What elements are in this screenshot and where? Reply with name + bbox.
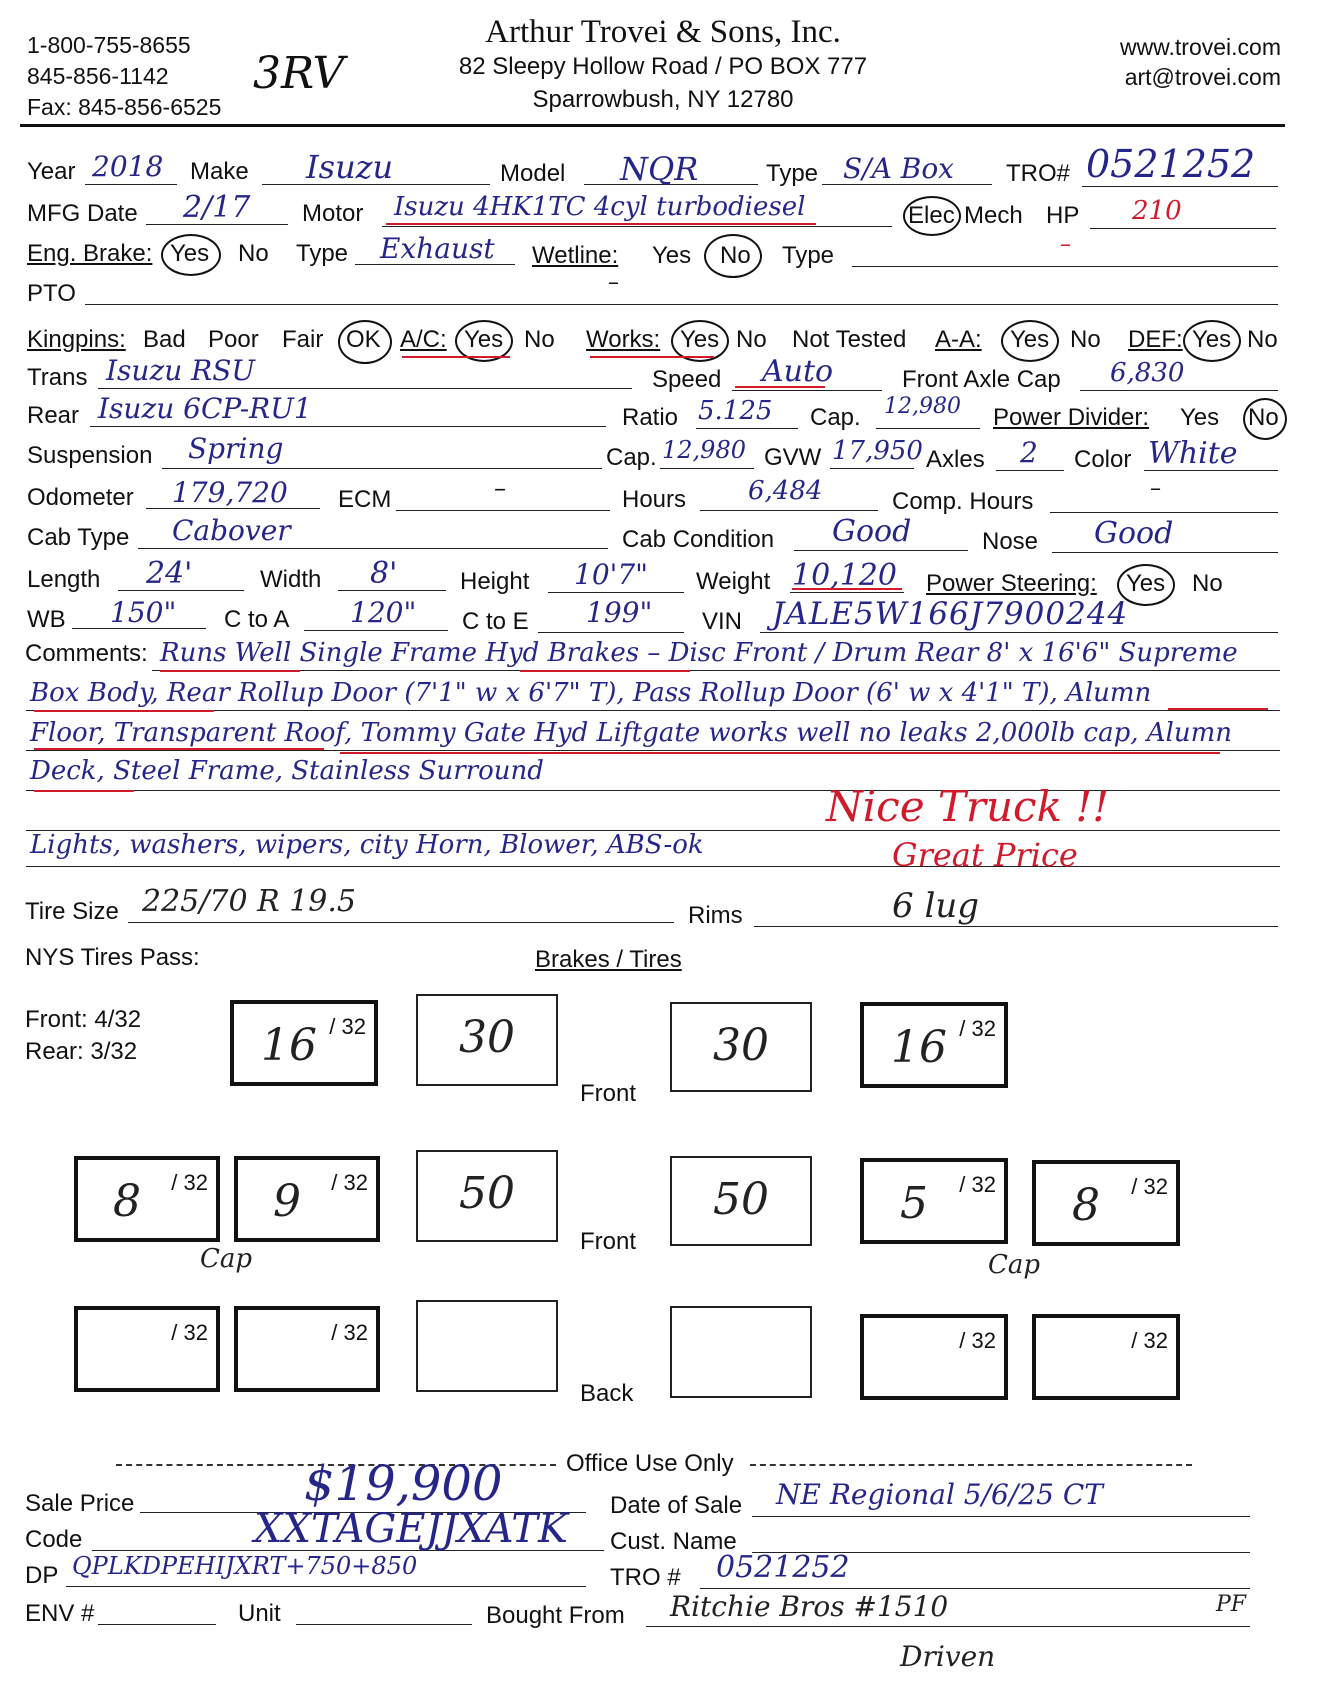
- mfg-date-label: MFG Date: [27, 200, 138, 227]
- comment-line-1: Runs Well Single Frame Hyd Brakes – Disc Front / Drum Rear 8' x 16'6" Supreme: [160, 638, 1238, 668]
- year-label: Year: [27, 158, 76, 185]
- suspension-cap-line: [660, 468, 754, 469]
- works-not-tested[interactable]: Not Tested: [792, 326, 907, 353]
- env-label: ENV #: [25, 1600, 95, 1627]
- front-axle-cap-label: Front Axle Cap: [902, 366, 1061, 393]
- comment-underline-runs-well: [160, 670, 300, 672]
- brake-box-rear-left[interactable]: [416, 1300, 558, 1392]
- tro-number-label: TRO #: [610, 1564, 681, 1591]
- phone-2: 845-856-1142: [27, 63, 169, 89]
- cab-condition-value: Good: [832, 514, 912, 549]
- tire-box-drive-right-inner[interactable]: / 32 5: [860, 1158, 1008, 1244]
- wb-label: WB: [27, 606, 66, 633]
- tire-size-line: [128, 922, 674, 923]
- ratio-line: [696, 428, 798, 429]
- cap-note-left: Cap: [200, 1244, 253, 1274]
- cab-type-value: Cabover: [172, 514, 291, 547]
- power-steering-no[interactable]: No: [1192, 570, 1223, 597]
- unit-label: Unit: [238, 1600, 281, 1627]
- wetline-type-label: Type: [782, 242, 835, 269]
- gvw-value: 17,950: [832, 436, 923, 466]
- c-to-a-value: 120": [350, 596, 417, 629]
- company-name: Arthur Trovei & Sons, Inc.: [485, 14, 841, 50]
- motor-red-underline: [386, 223, 816, 225]
- ecm-label: ECM: [338, 486, 392, 513]
- motor-value: Isuzu 4HK1TC 4cyl turbodiesel: [394, 192, 806, 222]
- fax-number: Fax: 845-856-6525: [27, 94, 222, 120]
- odometer-label: Odometer: [27, 484, 134, 511]
- brake-box-drive-left[interactable]: 50: [416, 1150, 558, 1242]
- cab-condition-label: Cab Condition: [622, 526, 775, 553]
- email-link[interactable]: art@trovei.com: [1124, 64, 1281, 90]
- comp-hours-line: [1050, 512, 1278, 513]
- rims-value: 6 lug: [892, 886, 979, 926]
- date-of-sale-value: NE Regional 5/6/25 CT: [776, 1478, 1103, 1511]
- bought-from-label: Bought From: [486, 1602, 625, 1629]
- rear-cap-label: Cap.: [810, 404, 861, 431]
- comment-line-3: Floor, Transparent Roof, Tommy Gate Hyd Liftgate works well no leaks 2,000lb cap, Alumn: [30, 718, 1233, 748]
- kingpins-ok[interactable]: OK: [346, 326, 381, 353]
- handwritten-note-3rv: 3RV: [253, 48, 345, 99]
- kingpins-ok-circle: [338, 320, 392, 364]
- tro-value: 0521252: [1086, 142, 1256, 186]
- wb-value: 150": [110, 596, 177, 629]
- axles-label: Axles: [926, 446, 985, 473]
- motor-line: [382, 226, 892, 227]
- works-label: Works:: [586, 326, 661, 353]
- bought-from-value: Ritchie Bros #1510: [670, 1590, 949, 1623]
- ac-no[interactable]: No: [524, 326, 555, 353]
- tro-number-line: [700, 1588, 1250, 1589]
- tire-box-drive-left-inner[interactable]: / 32 9: [234, 1156, 380, 1242]
- tire-box-drive-right-outer[interactable]: / 32 8: [1032, 1160, 1180, 1246]
- website-link[interactable]: www.trovei.com: [1119, 34, 1281, 60]
- weight-label: Weight: [696, 568, 771, 595]
- odometer-value: 179,720: [172, 476, 288, 509]
- cab-type-label: Cab Type: [27, 524, 130, 551]
- nose-value: Good: [1094, 516, 1174, 551]
- vin-line: [760, 632, 1278, 633]
- wetline-no[interactable]: No: [720, 242, 751, 269]
- length-label: Length: [27, 566, 101, 593]
- tire-size-value: 225/70 R 19.5: [142, 884, 356, 919]
- kingpins-bad[interactable]: Bad: [143, 326, 186, 353]
- code-label: Code: [25, 1526, 83, 1553]
- weight-value: 10,120: [792, 558, 897, 593]
- comment-underline-alumn-1: [1168, 708, 1268, 710]
- aa-no[interactable]: No: [1070, 326, 1101, 353]
- trans-label: Trans: [27, 364, 88, 391]
- c-to-e-value: 199": [586, 596, 653, 629]
- kingpins-label: Kingpins:: [27, 326, 126, 353]
- eng-brake-type-value: Exhaust: [380, 232, 495, 265]
- c-to-a-line: [304, 630, 448, 631]
- date-of-sale-line: [752, 1516, 1250, 1517]
- pto-label: PTO: [27, 280, 76, 307]
- axle-label-front-1: Front: [580, 1080, 637, 1107]
- brake-box-front-left[interactable]: 30: [416, 994, 558, 1086]
- front-pass-spec: Front: 4/32: [25, 1006, 142, 1033]
- year-line: [85, 184, 177, 185]
- height-value: 10'7": [574, 558, 649, 591]
- elec-selected-circle: [903, 196, 961, 236]
- ratio-value: 5.125: [698, 396, 773, 426]
- axles-value: 2: [1020, 436, 1038, 469]
- kingpins-poor[interactable]: Poor: [208, 326, 259, 353]
- eng-brake-yes-circle: [161, 234, 221, 276]
- driven-note: Driven: [900, 1640, 996, 1673]
- rear-cap-line: [876, 428, 980, 429]
- gvw-line: [830, 468, 914, 469]
- tire-box-drive-left-outer[interactable]: / 32 8: [74, 1156, 220, 1242]
- height-label: Height: [460, 568, 530, 595]
- type-label: Type: [766, 160, 819, 187]
- cust-name-label: Cust. Name: [610, 1528, 737, 1555]
- power-steering-label: Power Steering:: [926, 570, 1097, 597]
- kingpins-fair[interactable]: Fair: [282, 326, 324, 353]
- aa-yes-circle: [1001, 320, 1059, 362]
- aa-yes[interactable]: Yes: [1010, 326, 1050, 353]
- wetline-label: Wetline:: [532, 242, 619, 269]
- front-axle-cap-value: 6,830: [1110, 358, 1185, 388]
- date-of-sale-label: Date of Sale: [610, 1492, 743, 1519]
- color-value: White: [1148, 436, 1238, 471]
- comments-line-3: [26, 750, 1280, 751]
- axle-label-front-2: Front: [580, 1228, 637, 1255]
- length-value: 24': [146, 556, 193, 591]
- comp-hours-label: Comp. Hours: [892, 488, 1034, 515]
- motor-label: Motor: [302, 200, 364, 227]
- comments-line-6: [26, 866, 1280, 867]
- make-label: Make: [190, 158, 249, 185]
- hours-line: [700, 510, 878, 511]
- c-to-e-label: C to E: [462, 608, 529, 635]
- ac-yes[interactable]: Yes: [464, 326, 504, 353]
- great-price-note: Great Price: [892, 836, 1078, 874]
- comment-underline-hyd-brakes: [520, 670, 690, 672]
- comments-label: Comments:: [25, 640, 148, 667]
- rims-line: [754, 926, 1278, 927]
- brake-box-drive-right[interactable]: 50: [670, 1156, 812, 1246]
- ratio-label: Ratio: [622, 404, 679, 431]
- header-divider: [20, 124, 1285, 127]
- lights-note: Lights, washers, wipers, city Horn, Blower, ABS-ok: [30, 830, 704, 860]
- def-yes-circle: [1183, 320, 1241, 362]
- trans-value: Isuzu RSU: [106, 354, 256, 387]
- tire-box-front-left-outer[interactable]: / 32 16: [230, 1000, 378, 1086]
- dp-line: [66, 1586, 586, 1587]
- trans-line: [98, 388, 632, 389]
- works-no[interactable]: No: [736, 326, 767, 353]
- comment-underline-floor-roof: [34, 748, 324, 750]
- wetline-type-line: [852, 266, 1278, 267]
- hours-label: Hours: [622, 486, 687, 513]
- tire-size-label: Tire Size: [25, 898, 119, 925]
- ecm-line: [396, 510, 610, 511]
- tire-box-rear-right-outer[interactable]: / 32: [1032, 1314, 1180, 1400]
- def-yes[interactable]: Yes: [1192, 326, 1232, 353]
- works-red-underline: [590, 356, 714, 358]
- power-steering-yes[interactable]: Yes: [1126, 570, 1166, 597]
- tire-box-rear-left-outer[interactable]: / 32: [74, 1306, 220, 1392]
- pto-value: –: [608, 270, 619, 295]
- make-value: Isuzu: [306, 148, 394, 186]
- width-label: Width: [260, 566, 322, 593]
- pf-initials: PF: [1216, 1592, 1247, 1617]
- axle-label-back: Back: [580, 1380, 634, 1407]
- comment-underline-box-body: [34, 710, 214, 712]
- suspension-label: Suspension: [27, 442, 153, 469]
- def-no[interactable]: No: [1247, 326, 1278, 353]
- elec-option[interactable]: Elec: [908, 202, 955, 229]
- power-divider-yes[interactable]: Yes: [1180, 404, 1220, 431]
- width-value: 8': [370, 556, 398, 591]
- speed-label: Speed: [652, 366, 722, 393]
- hours-value: 6,484: [748, 476, 823, 506]
- tro-number-value: 0521252: [716, 1550, 850, 1585]
- def-label: DEF:: [1128, 326, 1183, 353]
- year-value: 2018: [92, 150, 164, 183]
- ac-label: A/C:: [400, 326, 447, 353]
- vin-value: JALE5W166J7900244: [772, 596, 1129, 632]
- tro-label: TRO#: [1006, 160, 1071, 187]
- env-line: [98, 1624, 216, 1625]
- rear-cap-value: 12,980: [884, 394, 961, 419]
- tro-line: [1082, 186, 1278, 187]
- wetline-no-circle: [704, 234, 762, 278]
- code-value: XXTAGEJJXATK: [254, 1506, 568, 1552]
- suspension-line: [162, 468, 602, 469]
- works-yes[interactable]: Yes: [680, 326, 720, 353]
- unit-line: [296, 1624, 472, 1625]
- c-to-a-label: C to A: [224, 606, 290, 633]
- rear-value: Isuzu 6CP-RU1: [98, 392, 312, 425]
- rear-pass-spec: Rear: 3/32: [25, 1038, 138, 1065]
- address-line-1: 82 Sleepy Hollow Road / PO BOX 777: [458, 53, 868, 80]
- brake-box-rear-right[interactable]: [670, 1306, 812, 1398]
- height-line: [548, 592, 684, 593]
- sale-price-value: $19,900: [304, 1456, 503, 1512]
- gvw-label: GVW: [764, 444, 822, 471]
- color-label: Color: [1074, 446, 1132, 473]
- tire-box-rear-left-inner[interactable]: / 32: [234, 1306, 380, 1392]
- cab-condition-line: [794, 550, 968, 551]
- mfg-date-value: 2/17: [183, 190, 251, 225]
- comment-line-4: Deck, Steel Frame, Stainless Surround: [30, 756, 544, 786]
- office-use-only-label: Office Use Only: [566, 1450, 734, 1477]
- cab-type-line: [138, 548, 608, 549]
- model-label: Model: [500, 160, 566, 187]
- eng-brake-yes[interactable]: Yes: [170, 240, 210, 267]
- hp-value: 210: [1132, 196, 1182, 226]
- comment-underline-liftgate: [340, 752, 1220, 754]
- eng-brake-no[interactable]: No: [238, 240, 269, 267]
- comp-hours-value: –: [1150, 476, 1161, 501]
- ecm-value: –: [494, 474, 506, 502]
- nose-label: Nose: [982, 528, 1039, 555]
- axles-line: [996, 470, 1064, 471]
- front-axle-cap-line: [1080, 390, 1278, 391]
- bought-from-line: [646, 1626, 1250, 1627]
- wetline-type-value: –: [1060, 232, 1071, 257]
- aa-label: A-A:: [935, 326, 982, 353]
- power-divider-label: Power Divider:: [993, 404, 1150, 431]
- weight-red-underline: [792, 588, 902, 590]
- speed-line: [732, 390, 882, 391]
- mech-option[interactable]: Mech: [964, 202, 1023, 229]
- eng-brake-label: Eng. Brake:: [27, 240, 153, 267]
- rear-label: Rear: [27, 402, 80, 429]
- c-to-e-line: [538, 632, 684, 633]
- comment-underline-deck: [34, 790, 134, 792]
- dp-label: DP: [25, 1562, 59, 1589]
- suspension-value: Spring: [188, 432, 284, 465]
- nys-tires-pass-label: NYS Tires Pass:: [25, 944, 200, 971]
- sale-price-label: Sale Price: [25, 1490, 135, 1517]
- eng-brake-type-label: Type: [296, 240, 349, 267]
- dp-value: QPLKDPEHIJXRT+750+850: [72, 1552, 418, 1580]
- suspension-cap-label: Cap.: [606, 444, 657, 471]
- pto-line: [85, 304, 1278, 305]
- address-line-2: Sparrowbush, NY 12780: [532, 86, 794, 113]
- hp-label: HP: [1046, 202, 1080, 229]
- comments-line-2: [26, 710, 1280, 711]
- rear-line: [90, 426, 606, 427]
- office-divider-right: [750, 1464, 1192, 1466]
- rims-label: Rims: [688, 902, 743, 929]
- comments-line-1: [152, 670, 1280, 671]
- brakes-tires-heading: Brakes / Tires: [535, 946, 682, 973]
- nice-truck-note: Nice Truck !!: [826, 782, 1110, 831]
- phone-1: 1-800-755-8655: [27, 32, 191, 58]
- suspension-cap-value: 12,980: [662, 436, 746, 464]
- cap-note-right: Cap: [988, 1250, 1041, 1280]
- nose-line: [1052, 552, 1278, 553]
- model-value: NQR: [620, 150, 699, 188]
- speed-red-underline: [735, 386, 825, 388]
- brake-box-front-right[interactable]: 30: [670, 1002, 812, 1092]
- speed-value: Auto: [762, 354, 834, 389]
- tire-box-front-right-outer[interactable]: / 32 16: [860, 1002, 1008, 1088]
- tire-box-rear-right-inner[interactable]: / 32: [860, 1314, 1008, 1400]
- wetline-yes[interactable]: Yes: [652, 242, 692, 269]
- vin-label: VIN: [702, 608, 743, 635]
- power-divider-no[interactable]: No: [1248, 404, 1279, 431]
- type-value: S/A Box: [843, 152, 954, 185]
- ac-red-underline: [402, 356, 510, 358]
- comment-line-2: Box Body, Rear Rollup Door (7'1" w x 6'7" T), Pass Rollup Door (6' w x 4'1" T), Alumn: [30, 678, 1152, 708]
- hp-line: [1090, 228, 1276, 229]
- power-divider-no-circle: [1243, 398, 1287, 440]
